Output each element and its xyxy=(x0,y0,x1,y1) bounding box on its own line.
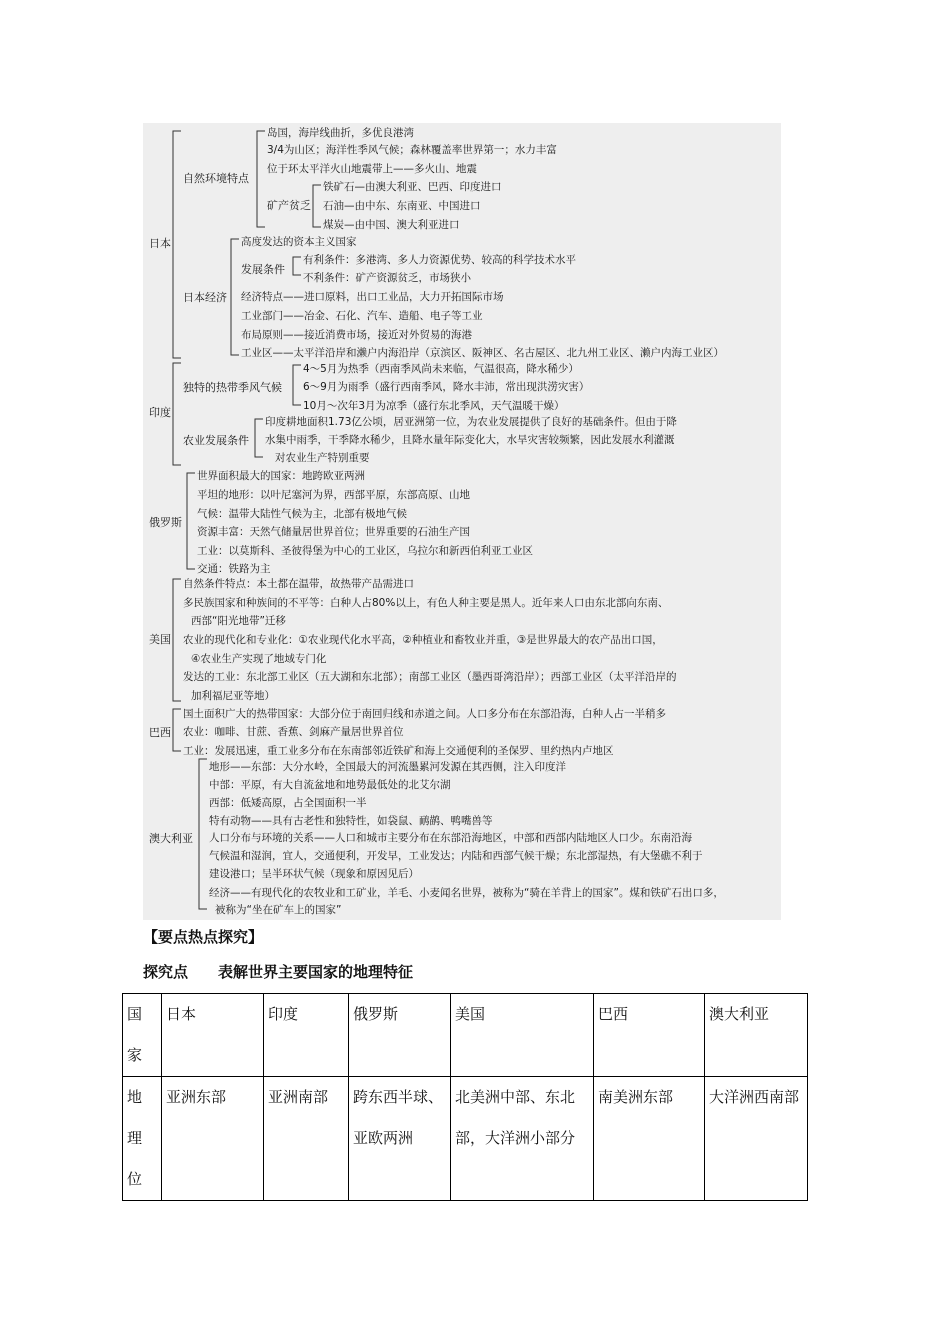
russia-line-1: 世界面积最大的国家：地跨欧亚两洲 xyxy=(197,470,365,482)
india-climate-label: 独特的热带季风气候 xyxy=(183,381,282,394)
table-row xyxy=(123,994,808,1077)
section-heading: 【要点热点探究】 xyxy=(143,928,264,946)
japan-mineral-label: 矿产贫乏 xyxy=(267,199,311,212)
india-label: 印度 xyxy=(149,406,171,419)
table-cell: 美国 xyxy=(451,994,594,1077)
brazil-line-1: 国土面积广大的热带国家：大部分位于南回归线和赤道之间。人口多分布在东部沿海，白种人占一半稍多 xyxy=(183,708,666,720)
brazil-line-2: 农业：咖啡、甘蔗、香蕉、剑麻产量居世界首位 xyxy=(183,726,404,738)
usa-label: 美国 xyxy=(149,633,171,646)
japan-economy-line-2: 经济特点——进口原料，出口工业品，大力开拓国际市场 xyxy=(241,291,504,303)
russia-line-4: 资源丰富：天然气储量居世界首位；世界重要的石油生产国 xyxy=(197,526,470,538)
india-climate-line-2: 6～9月为雨季（盛行西南季风，降水丰沛，常出现洪涝灾害） xyxy=(303,381,590,393)
india-agri-line-1: 印度耕地面积1.73亿公顷，居亚洲第一位，为农业发展提供了良好的基础条件。但由于降 xyxy=(265,416,677,428)
japan-economy-line-1: 高度发达的资本主义国家 xyxy=(241,236,357,248)
japan-mineral-line-2: 石油—由中东、东南亚、中国进口 xyxy=(323,200,481,212)
australia-line-2: 中部：平原，有大自流盆地和地势最低处的北艾尔湖 xyxy=(209,779,451,791)
table-cell: 印度 xyxy=(264,994,349,1077)
australia-line-3: 西部：低矮高原，占全国面积一半 xyxy=(209,797,367,809)
usa-line-5: ④农业生产实现了地域专门化 xyxy=(191,653,327,665)
australia-line-1: 地形——东部：大分水岭，全国最大的河流墨累河发源在其西侧，注入印度洋 xyxy=(209,761,566,773)
usa-line-3: 西部“阳光地带”迁移 xyxy=(191,615,286,627)
japan-nature-line-1: 岛国，海岸线曲折，多优良港湾 xyxy=(267,127,414,139)
australia-line-4: 特有动物——具有古老性和独特性，如袋鼠、鸸鹋、鸭嘴兽等 xyxy=(209,815,493,827)
japan-mineral-line-1: 铁矿石—由澳大利亚、巴西、印度进口 xyxy=(323,181,502,193)
japan-nature-line-2: 3/4为山区；海洋性季风气候；森林覆盖率世界第一；水力丰富 xyxy=(267,144,557,156)
usa-line-2: 多民族国家和种族间的不平等：白种人占80%以上，有色人种主要是黑人。近年来人口由东北部向东南、 xyxy=(183,597,669,609)
india-agri-label: 农业发展条件 xyxy=(183,434,249,447)
russia-line-3: 气候：温带大陆性气候为主，北部有极地气候 xyxy=(197,508,407,520)
india-agri-line-2: 水集中雨季，干季降水稀少，且降水量年际变化大，水旱灾害较频繁，因此发展水利灌溉 xyxy=(265,434,675,446)
australia-line-5: 人口分布与环境的关系——人口和城市主要分布在东部沿海地区，中部和西部内陆地区人口少。东南沿海 xyxy=(209,832,692,844)
india-agri-line-3: 对农业生产特别重要 xyxy=(275,452,370,464)
australia-line-8: 经济——有现代化的农牧业和工矿业，羊毛、小麦闻名世界，被称为“骑在羊背上的国家”。煤和铁矿石出口多， xyxy=(209,887,724,899)
russia-line-2: 平坦的地形：以叶尼塞河为界，西部平原，东部高原、山地 xyxy=(197,489,470,501)
japan-label: 日本 xyxy=(149,237,171,250)
australia-line-7: 建设港口；呈半环状气候（现象和原因见后） xyxy=(209,868,419,880)
japan-economy-line-4: 布局原则——接近消费市场，接近对外贸易的海港 xyxy=(241,329,472,341)
usa-line-4: 农业的现代化和专业化：①农业现代化水平高，②种植业和畜牧业并重，③是世界最大的农产品出口国， xyxy=(183,634,663,646)
australia-line-6: 气候温和湿润，宜人，交通便利，开发早，工业发达；内陆和西部气候干燥；东北部湿热，有大堡礁不利于 xyxy=(209,850,703,862)
table-header-label: 国家 xyxy=(127,1005,143,1064)
russia-label: 俄罗斯 xyxy=(149,516,182,529)
brazil-label: 巴西 xyxy=(149,726,171,739)
table-cell: 澳大利亚 xyxy=(705,994,808,1077)
table-cell: 南美洲东部 xyxy=(594,1077,705,1201)
japan-mineral-line-3: 煤炭—由中国、澳大利亚进口 xyxy=(323,219,460,231)
usa-line-6: 发达的工业：东北部工业区（五大湖和东北部）；南部工业区（墨西哥湾沿岸）；西部工业区（太平洋沿岸的 xyxy=(183,671,677,683)
table-row-label-cell xyxy=(123,1077,162,1201)
japan-economy-label: 日本经济 xyxy=(183,291,227,304)
table-cell: 俄罗斯 xyxy=(349,994,451,1077)
australia-label: 澳大利亚 xyxy=(149,832,193,845)
russia-line-5: 工业：以莫斯科、圣彼得堡为中心的工业区，乌拉尔和新西伯利亚工业区 xyxy=(197,545,533,557)
table-cell: 亚洲南部 xyxy=(264,1077,349,1201)
japan-dev-line-1: 有利条件：多港湾、多人力资源优势、较高的科学技术水平 xyxy=(303,254,576,266)
australia-line-9: 被称为“坐在矿车上的国家” xyxy=(215,904,342,916)
japan-economy-line-3: 工业部门——冶金、石化、汽车、造船、电子等工业 xyxy=(241,310,483,322)
outline-scan-image xyxy=(143,123,781,920)
russia-line-6: 交通：铁路为主 xyxy=(197,563,271,575)
japan-dev-label: 发展条件 xyxy=(241,263,285,276)
japan-nature-line-3: 位于环太平洋火山地震带上——多火山、地震 xyxy=(267,163,477,175)
usa-line-7: 加利福尼亚等地） xyxy=(191,690,275,702)
table-cell: 日本 xyxy=(162,994,264,1077)
table-cell: 巴西 xyxy=(594,994,705,1077)
table-cell: 跨东西半球、亚欧两洲 xyxy=(349,1077,451,1201)
country-geography-table xyxy=(122,993,808,1201)
japan-nature-label: 自然环境特点 xyxy=(183,172,249,185)
japan-economy-line-5: 工业区——太平洋沿岸和濑户内海沿岸（京滨区、阪神区、名古屋区、北九州工业区、濑户内海工业区） xyxy=(241,347,724,359)
table-row-label: 地理位 xyxy=(127,1088,143,1188)
sub-heading: 探究点 表解世界主要国家的地理特征 xyxy=(143,963,414,981)
table-header-label-cell xyxy=(123,994,162,1077)
india-climate-line-1: 4～5月为热季（西南季风尚未来临，气温很高，降水稀少） xyxy=(303,363,579,375)
table-cell: 北美洲中部、东北部，大洋洲小部分 xyxy=(451,1077,594,1201)
usa-line-1: 自然条件特点：本土都在温带，故热带产品需进口 xyxy=(183,578,414,590)
brazil-line-3: 工业：发展迅速，重工业多分布在东南部邻近铁矿和海上交通便利的圣保罗、里约热内卢地区 xyxy=(183,745,614,757)
table-cell: 亚洲东部 xyxy=(162,1077,264,1201)
india-climate-line-3: 10月～次年3月为凉季（盛行东北季风，天气温暖干燥） xyxy=(303,400,565,412)
table-row xyxy=(123,1077,808,1201)
japan-dev-line-2: 不利条件：矿产资源贫乏，市场狭小 xyxy=(303,272,471,284)
table-cell: 大洋洲西南部 xyxy=(705,1077,808,1201)
